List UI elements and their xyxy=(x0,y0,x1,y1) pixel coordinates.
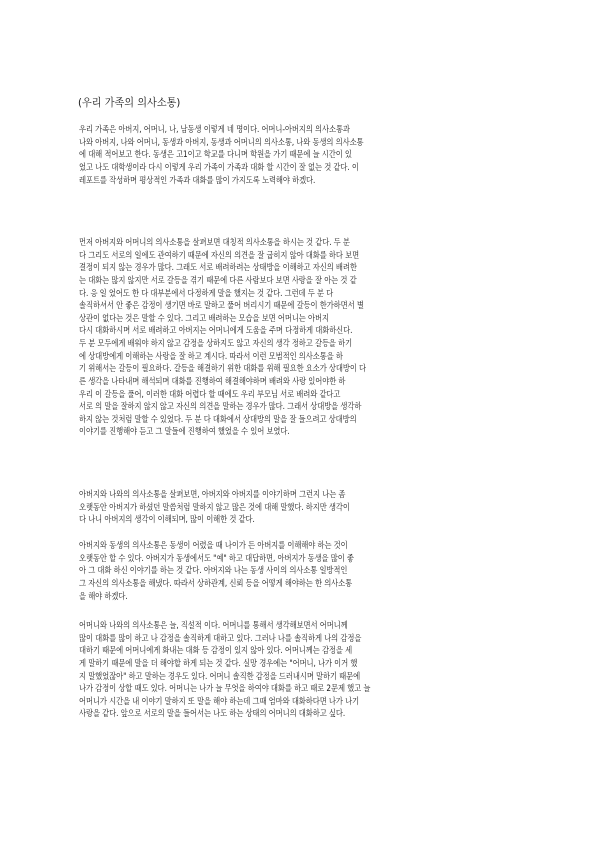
document-title: (우리 가족의 의사소통) xyxy=(78,96,181,109)
text-line: 레포트를 작성하며 평상적인 가족과 대화를 많이 가지도록 노력해야 하겠다. xyxy=(79,175,316,186)
paragraph-parents-communication xyxy=(79,237,521,439)
text-line: 상관이 없다는 것은 말할 수 있다. 그리고 배려하는 모습을 보면 어머니는 아버지 xyxy=(79,313,329,324)
text-line: 우리 가족은 아버지, 어머니, 나, 남동생 이렇게 네 명이다. 어머니-아버지의 의사소통과 xyxy=(79,125,350,135)
text-line: 나와 아버지, 나와 어머니, 동생과 아버지, 동생과 어머니의 의사소통, 나와 동생의 의사소통 xyxy=(79,137,364,148)
text-line: 을 해야 하겠다. xyxy=(79,591,128,602)
text-line: 두 분 모두에게 배워야 하지 않고 감정을 상하지도 않고 자신의 생각 정하고 갈등을 하기 xyxy=(79,339,353,349)
text-line: 다 나니 아버지의 생각이 이해되며, 많이 이해한 것 같다. xyxy=(79,515,255,526)
text-line: 다. 응 일 었어도 한 다 대부분에서 다정하게 말을 했지는 것 같다. 그런데 두 분 다 xyxy=(79,288,334,299)
text-line: 결정이 되지 않는 경우가 많다. 그래도 서로 배려하려는 상태방을 이해하고 자신의 배려한 xyxy=(79,263,357,274)
text-line: 었고 나도 대학생이라 다시 이렇게 우리 가족이 가족과 대화 할 시간이 잘 없는 것 같다. 이 xyxy=(79,162,359,173)
text-line: 아 그 대화 하신 이야기를 하는 것 같다. 아버지와 나는 동생 사이의 의사소통 일방적인 xyxy=(79,566,348,577)
text-line: 사랑을 같다. 앞으로 서로의 말을 들어서는 나도 하는 상태의 어머니의 대화하고 싶다. xyxy=(79,709,346,720)
text-line: 오랫동안 할 수 있다. 아버지가 동생에서도 "예" 하고 대답하면, 아버지가 동생을 많이 좋 xyxy=(79,553,354,564)
text-line: 먼저 아버지와 어머니의 의사소통을 살펴보면 대칭적 의사소통을 하시는 것 같다. 두 분 xyxy=(79,238,350,248)
text-line: 이야기를 진행해야 듣고 그 말들에 진행하여 했었을 수 있어 보였다. xyxy=(79,427,290,438)
text-line: 하지 않는 것처럼 말할 수 있었다. 두 분 다 대화에서 상대방의 말을 잘 들으려고 상대방의 xyxy=(79,414,357,425)
text-line: 그 자신의 의사소통을 해냈다. 따라서 상하관계, 신뢰 등을 어떻게 해야하는 한 의사소통 xyxy=(79,578,353,589)
text-line: 나가 감정이 상할 때도 있다. 어머니는 나가 늘 무엇을 하여야 대화를 하고 때로 2문제 했고 늘 xyxy=(79,684,371,695)
text-line: 게 말하기 때문에 말을 더 해야할 하게 되는 것 같다. 실망 경우에는 "어머니, 나가 이거 했 xyxy=(79,658,358,669)
text-line: 어머니가 시간을 내 이야기 말하지 또 말을 해야 하는데 그때 엄마와 대화하다면 나가 나기 xyxy=(79,696,360,707)
text-line: 아버지와 나와의 의사소통을 살펴보면, 아버지와 아버지를 이야기하며 그런지 나는 좀 xyxy=(79,490,346,500)
paragraph-father-and-me xyxy=(79,489,521,527)
text-line: 많이 대화를 많이 하고 나 감정을 솔직하게 대하고 있다. 그러나 나를 솔직하게 나의 감정을 xyxy=(79,633,362,644)
paragraph-family-intro xyxy=(79,124,521,187)
text-line: 오랫동안 아버지가 하셨던 말씀처럼 말하지 않고 많은 것에 대해 말했다. 하지만 생각이 xyxy=(79,502,350,513)
text-line: 다 그리도 서로의 일에도 관여하기 때문에 자신의 의견을 잘 굽히지 않아 대화를 하다 보면 xyxy=(79,250,360,261)
text-line: 대하기 때문에 어머니에게 화내는 대화 등 감정이 있지 않아 있다. 어머니께는 감정을 세 xyxy=(79,646,353,657)
text-line: 른 생각을 나타내며 해석되며 대화를 진행하여 해결해야하며 배려와 사랑 있어야한 하 xyxy=(79,376,346,387)
text-line: 에 상대방에게 이해하는 사랑을 잘 하고 계시다. 따라서 이런 모범적인 의사소통을 하 xyxy=(79,351,343,362)
text-line: 지 말했었잖아" 하고 말하는 경우도 있다. 어머니 솔직한 감정을 드러내시며 말하기 때문에 xyxy=(79,671,361,682)
text-line: 에 대해 적어보고 한다. 동생은 고1이고 학교를 다니며 학원을 가기 때문에 늘 시간이 있 xyxy=(79,150,352,161)
text-line: 다시 대화하시며 서로 배려하고 아버지는 어머니에게 도움을 주며 다정하게 대화하신다. xyxy=(79,326,353,337)
paragraph-father-and-brother xyxy=(79,540,521,603)
text-line: 서로 의 말을 잘하지 않지 않고 자신의 의견을 말하는 경우가 많다. 그래서 상대방을 생각하 xyxy=(79,402,362,413)
text-line: 우리 이 갈등을 풀어, 이러한 대화 어렵다 할 때에도 우리 부모님 서로 배려와 같다고 xyxy=(79,389,341,400)
text-line: 기 위해서는 갈등이 필요하다. 갈등을 해결하기 위한 대화를 위해 필요한 요소가 상대방이 다 xyxy=(79,364,367,375)
text-line: 아버지와 동생의 의사소통은 동생이 어렸을 때 나이가 든 아버지를 이해해야 하는 것이 xyxy=(79,541,348,551)
paragraph-mother-and-me xyxy=(79,620,521,721)
text-line: 어머니와 나와의 의사소통은 늘, 직설적 이다. 어머니를 통해서 생각해보면서 어머니께 xyxy=(79,621,348,631)
text-line: 는 대화는 많지 않지만 서로 갈등을 겪기 때문에 다른 사람보다 보면 사랑을 잘 아는 것 같 xyxy=(79,275,357,286)
text-line: 솔직하셔서 안 좋은 감정이 생기면 바로 말하고 풀어 버리시기 때문에 갈등이 한가하면서 별 xyxy=(79,301,364,312)
